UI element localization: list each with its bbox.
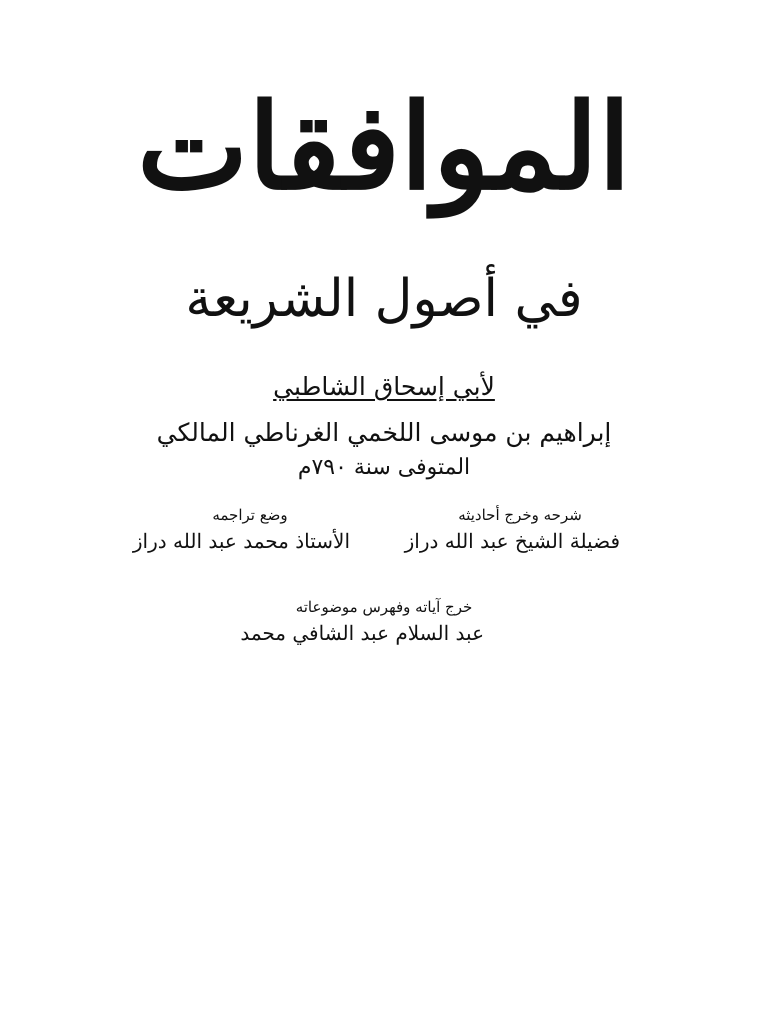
credit-commentary-role: شرحه وخرج أحاديثه bbox=[458, 506, 582, 524]
author-full-name: إبراهيم بن موسى اللخمي الغرناطي المالكي bbox=[156, 418, 612, 447]
book-title: الموافقات bbox=[137, 77, 631, 216]
author-name: لأبي إسحاق الشاطبي bbox=[273, 372, 495, 401]
credit-indexing-role: خرج آياته وفهرس موضوعاته bbox=[295, 598, 473, 616]
credit-biographies-role: وضع تراجمه bbox=[212, 506, 288, 524]
book-subtitle: في أصول الشريعة bbox=[185, 269, 583, 329]
credit-biographies bbox=[132, 506, 350, 554]
credit-commentary bbox=[404, 506, 620, 554]
author-death-date: المتوفى سنة ٧٩٠م bbox=[297, 455, 471, 480]
credit-indexing-person: عبد السلام عبد الشافي محمد bbox=[240, 621, 484, 645]
credit-commentary-person: فضيلة الشيخ عبد الله دراز bbox=[404, 529, 620, 553]
credit-biographies-person: الأستاذ محمد عبد الله دراز bbox=[132, 529, 350, 553]
credit-indexing bbox=[240, 598, 484, 646]
